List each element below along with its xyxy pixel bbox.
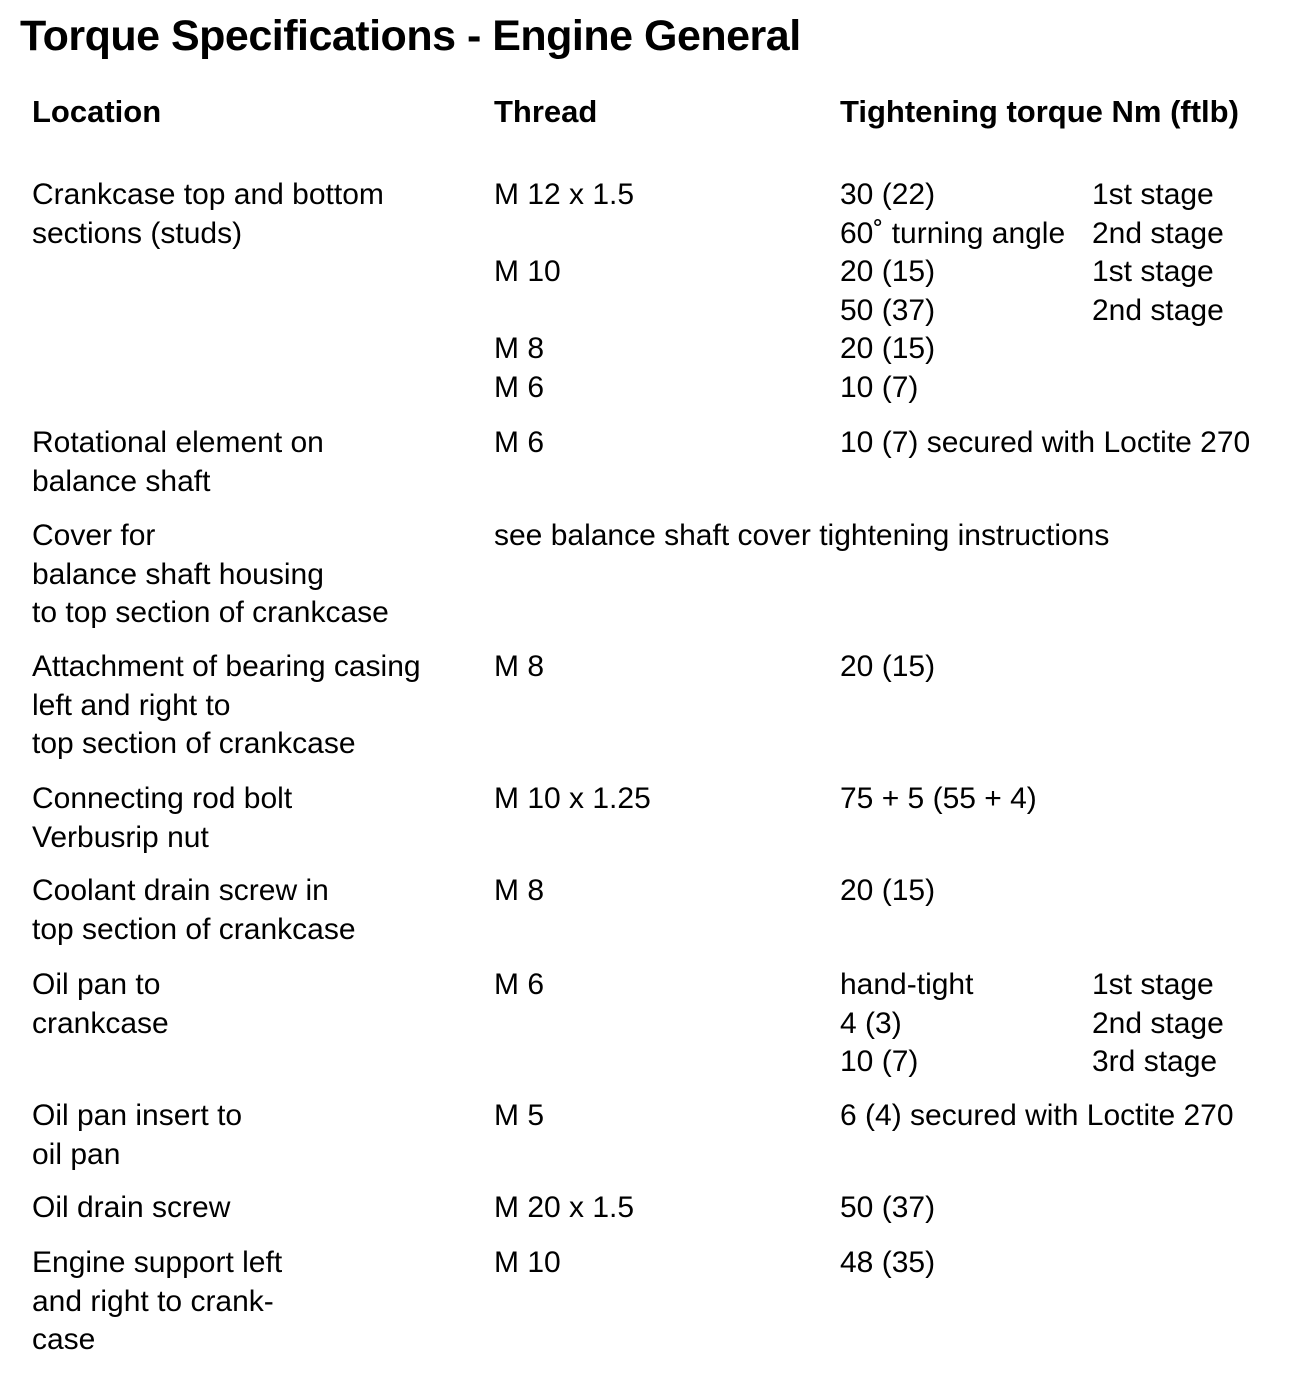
thread-line: M 12 x 1.5 — [494, 178, 635, 211]
torque-line: 10 (7) — [840, 1045, 919, 1078]
row-location — [32, 648, 421, 764]
location-line: balance shaft housing — [32, 557, 324, 591]
row-thread: M 5 — [494, 1099, 545, 1132]
stage-line: 2nd stage — [1092, 1006, 1224, 1040]
thread-line: M 6 — [494, 370, 545, 404]
torque-line: 4 (3) — [840, 1006, 902, 1040]
location-line: case — [32, 1323, 96, 1356]
location-line: crankcase — [32, 1006, 169, 1040]
row-stage — [1092, 176, 1224, 330]
location-line: Cover for — [32, 519, 156, 552]
row-thread — [494, 176, 634, 407]
torque-line: 10 (7) — [840, 370, 919, 404]
row-torque: 6 (4) secured with Loctite 270 — [840, 1099, 1234, 1132]
thread-line — [494, 215, 634, 254]
stage-line: 3rd stage — [1092, 1045, 1218, 1078]
row-location — [32, 176, 384, 253]
row-torque: 20 (15) — [840, 650, 936, 683]
row-thread: M 20 x 1.5 — [494, 1191, 635, 1224]
row-torque: 75 + 5 (55 + 4) — [840, 782, 1037, 815]
torque-line: 30 (22) — [840, 178, 936, 211]
location-line: to top section of crankcase — [32, 596, 389, 629]
row-thread: M 6 — [494, 426, 545, 459]
row-location — [32, 1097, 242, 1174]
location-line: oil pan — [32, 1137, 121, 1171]
location-line: left and right to — [32, 688, 231, 722]
row-torque: 20 (15) — [840, 874, 936, 907]
stage-line: 1st stage — [1092, 255, 1214, 288]
row-location — [32, 780, 292, 857]
location-line: top section of crankcase — [32, 727, 356, 760]
stage-line: 2nd stage — [1092, 216, 1224, 250]
row-thread: M 10 — [494, 1246, 561, 1279]
row-stage — [1092, 966, 1224, 1082]
page-title: Torque Specifications - Engine General — [20, 12, 801, 60]
row-torque: 10 (7) secured with Loctite 270 — [840, 426, 1251, 459]
row-location: Oil drain screw — [32, 1191, 231, 1224]
location-line: and right to crank- — [32, 1284, 274, 1318]
location-line: Oil pan insert to — [32, 1099, 243, 1132]
torque-line: 50 (37) — [840, 293, 936, 327]
thread-line — [494, 292, 634, 331]
stage-line: 1st stage — [1092, 178, 1214, 211]
row-thread: M 6 — [494, 968, 545, 1001]
row-location — [32, 517, 389, 633]
location-line: top section of crankcase — [32, 912, 356, 946]
header-location: Location — [32, 94, 162, 129]
location-line: Oil pan to — [32, 968, 161, 1001]
stage-line: 1st stage — [1092, 968, 1214, 1001]
torque-line: hand-tight — [840, 968, 974, 1001]
torque-line: 20 (15) — [840, 255, 936, 288]
location-line: Crankcase top and bottom — [32, 178, 384, 211]
location-line: Attachment of bearing casing — [32, 650, 421, 683]
row-location — [32, 424, 324, 501]
location-line: Coolant drain screw in — [32, 874, 329, 907]
torque-line: 20 (15) — [840, 332, 936, 365]
location-line: balance shaft — [32, 464, 211, 498]
row-note: see balance shaft cover tightening instructions — [494, 519, 1110, 552]
location-line: Connecting rod bolt — [32, 782, 293, 815]
location-line: sections (studs) — [32, 216, 243, 250]
row-torque — [840, 966, 973, 1082]
thread-line: M 10 — [494, 255, 561, 288]
row-thread: M 8 — [494, 650, 545, 683]
row-torque: 50 (37) — [840, 1191, 936, 1224]
row-torque: 48 (35) — [840, 1246, 936, 1279]
row-thread: M 8 — [494, 874, 545, 907]
location-line: Rotational element on — [32, 426, 324, 459]
row-location — [32, 872, 356, 949]
row-torque — [840, 176, 1065, 407]
torque-line: 60˚ turning angle — [840, 216, 1066, 250]
header-thread: Thread — [494, 94, 598, 129]
location-line: Verbusrip nut — [32, 820, 209, 854]
thread-line: M 8 — [494, 332, 545, 365]
header-torque: Tightening torque Nm (ftlb) — [840, 94, 1239, 129]
row-location — [32, 1244, 282, 1360]
stage-line: 2nd stage — [1092, 293, 1224, 327]
row-thread: M 10 x 1.25 — [494, 782, 651, 815]
location-line: Engine support left — [32, 1246, 283, 1279]
row-location — [32, 966, 169, 1043]
